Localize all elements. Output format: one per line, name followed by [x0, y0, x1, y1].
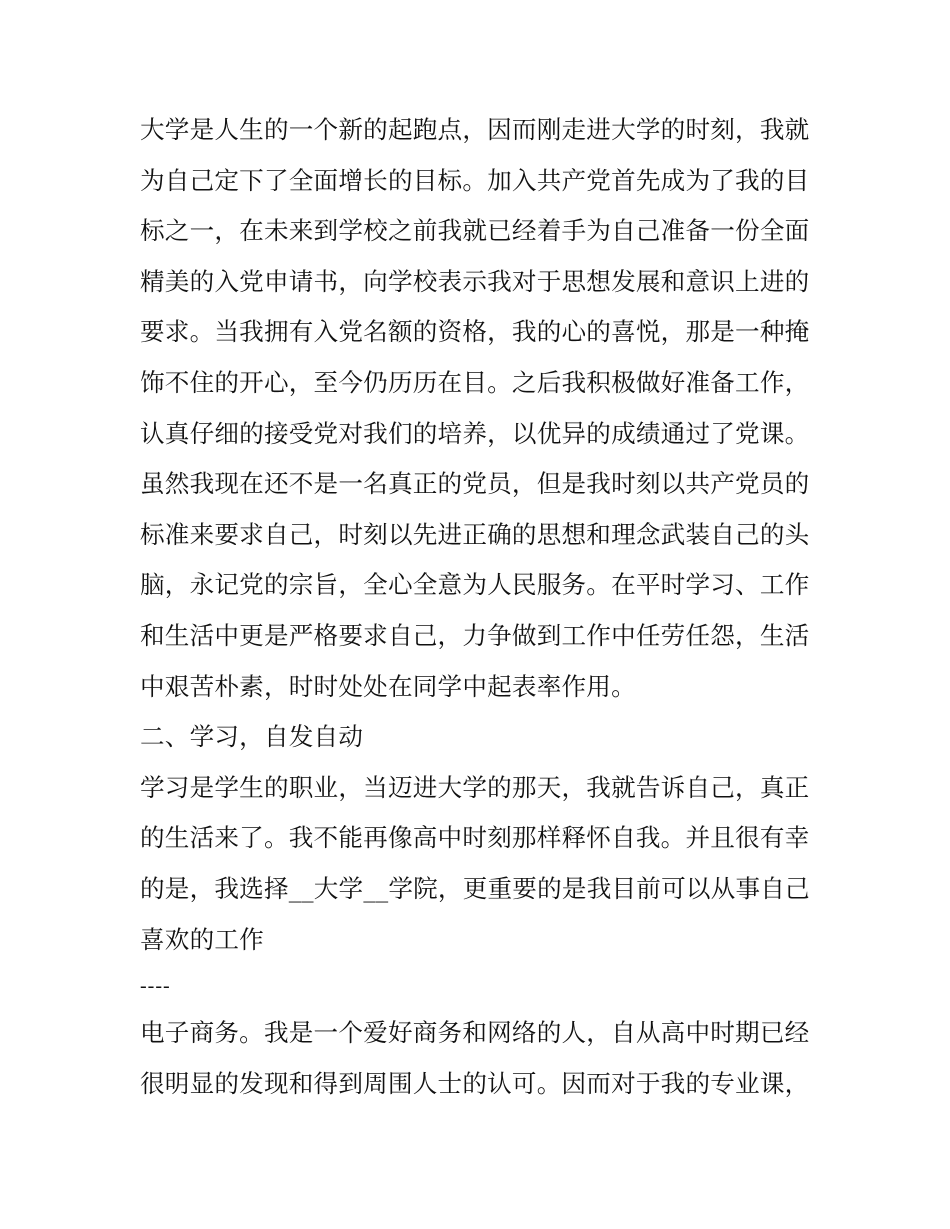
text-line: 精美的入党申请书，向学校表示我对于思想发展和意识上进的	[140, 266, 810, 296]
text-line: 学习是学生的职业，当迈进大学的那天，我就告诉自己，真正	[140, 772, 810, 802]
text-line: 的是，我选择__大学__学院，更重要的是我目前可以从事自己	[140, 873, 810, 903]
text-line: 喜欢的工作	[140, 924, 264, 954]
text-line: 电子商务。我是一个爱好商务和网络的人，自从高中时期已经	[140, 1018, 810, 1047]
text-line: 为自己定下了全面增长的目标。加入共产党首先成为了我的目	[140, 165, 810, 195]
page-separator: ----	[140, 975, 171, 997]
text-line: 认真仔细的接受党对我们的培养，以优异的成绩通过了党课。	[140, 418, 810, 448]
text-line: 和生活中更是严格要求自己，力争做到工作中任劳任怨，生活	[140, 620, 810, 650]
text-line: 饰不住的开心，至今仍历历在目。之后我积极做好准备工作，	[140, 367, 810, 397]
body-text-before-separator	[140, 105, 830, 965]
text-line: 标之一，在未来到学校之前我就已经着手为自己准备一份全面	[140, 216, 810, 246]
body-text-after-separator	[140, 1008, 830, 1109]
text-line: 要求。当我拥有入党名额的资格，我的心的喜悦，那是一种掩	[140, 317, 810, 347]
text-line: 标准来要求自己，时刻以先进正确的思想和理念武装自己的头	[140, 519, 810, 549]
text-line: 大学是人生的一个新的起跑点，因而刚走进大学的时刻，我就	[140, 115, 810, 144]
text-line: 很明显的发现和得到周围人士的认可。因而对于我的专业课，	[140, 1068, 810, 1098]
text-line: 中艰苦朴素，时时处处在同学中起表率作用。	[140, 671, 636, 701]
text-line: 脑，永记党的宗旨，全心全意为人民服务。在平时学习、工作	[140, 570, 810, 600]
section-heading: 二、学习，自发自动	[140, 722, 364, 752]
text-line: 虽然我现在还不是一名真正的党员，但是我时刻以共产党员的	[140, 469, 810, 499]
text-line: 的生活来了。我不能再像高中时刻那样释怀自我。并且很有幸	[140, 823, 810, 853]
